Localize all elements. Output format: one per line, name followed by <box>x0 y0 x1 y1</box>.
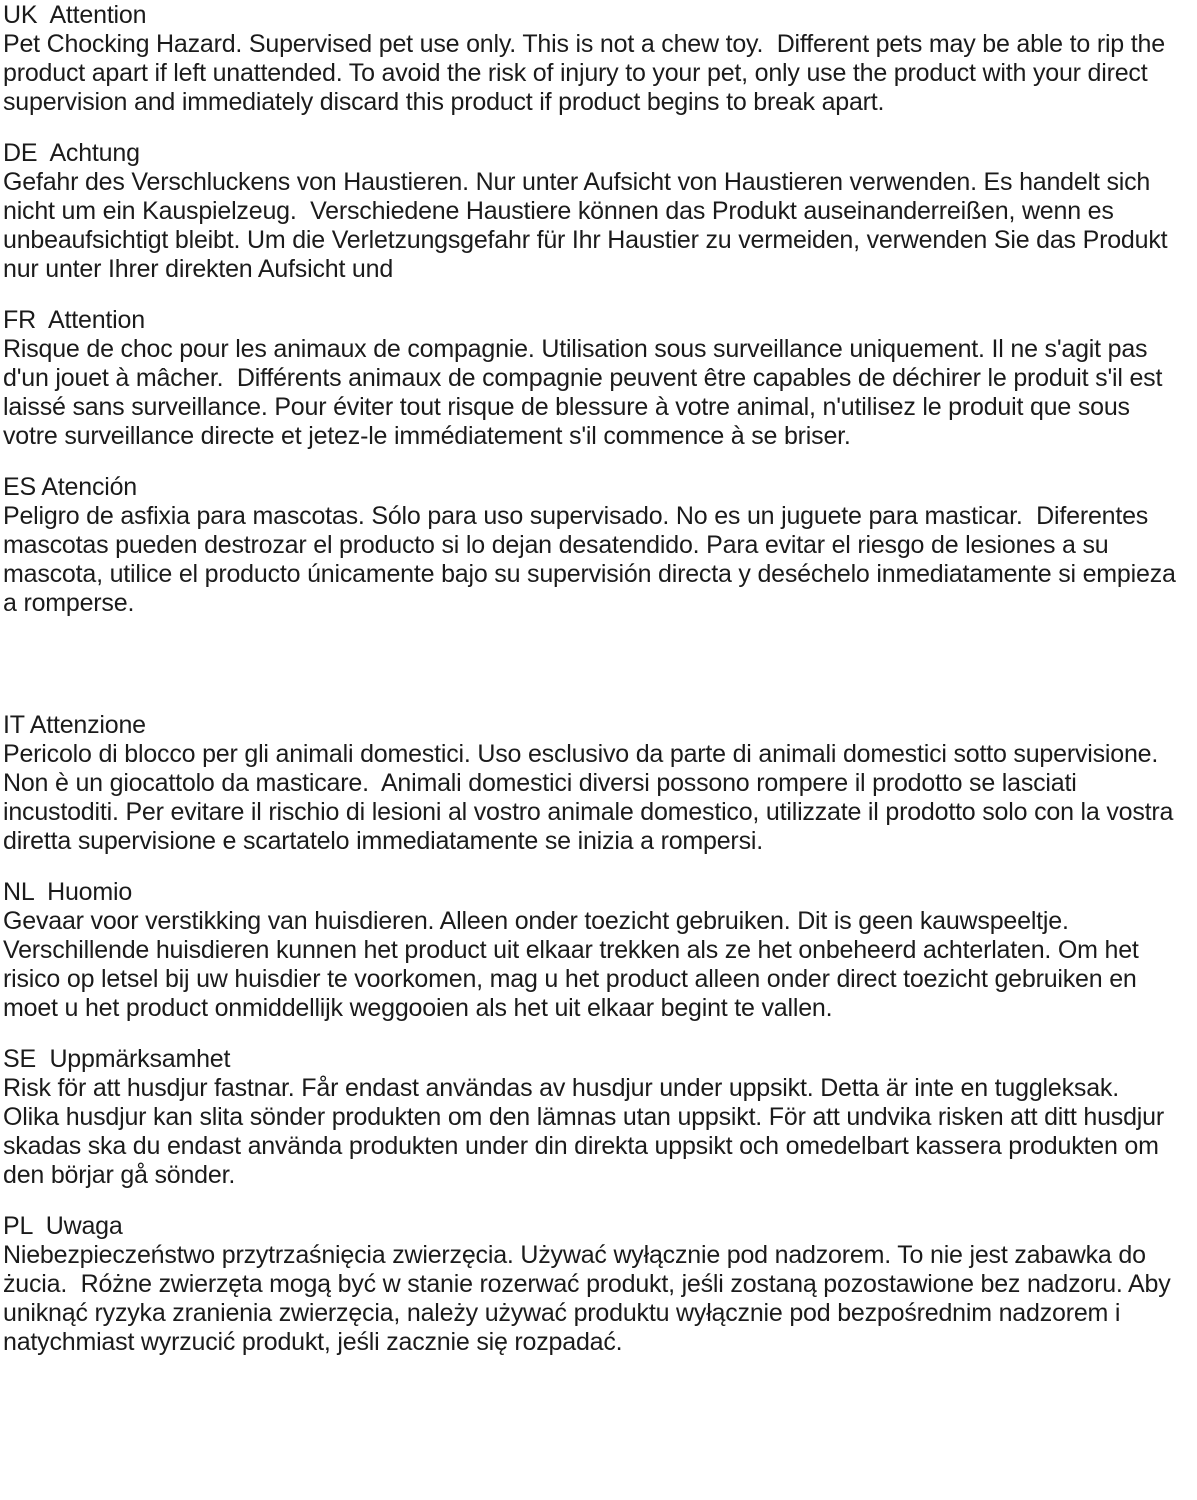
section-body-text: Risque de choc pour les animaux de compagnie. Utilisation sous surveillance uniquement. Il ne s'agit pas d'un jouet à mâcher. Différents animaux de compagnie peuvent être capables de déchirer le produit s'il est laissé sans surveillance. Pour éviter tout risque de blessure à votre animal, n'utilisez le produit que sous votre surveillance directe et jetez-le immédiatement s'il commence à se briser. <box>3 335 1169 450</box>
section-heading: UK Attention <box>3 1 147 29</box>
warning-section-fr <box>3 306 1185 451</box>
section-heading: IT Attenzione <box>3 711 146 739</box>
section-body-text: Pet Chocking Hazard. Supervised pet use only. This is not a chew toy. Different pets may be able to rip the product apart if left unattended. To avoid the risk of injury to your pet, only use the product with your direct supervision and immediately discard this product if product begins to break apart. <box>3 30 1172 116</box>
warning-section-uk <box>3 1 1185 117</box>
warning-section-it <box>3 711 1185 856</box>
section-body-text: Risk för att husdjur fastnar. Får endast användas av husdjur under uppsikt. Detta är inte en tuggleksak. Olika husdjur kan slita sönder produkten om den lämnas utan uppsikt. För att undvika risken att ditt husdjur skadas ska du endast använda produkten under din direkta uppsikt och omedelbart kassera produkten om den börjar gå sönder. <box>3 1074 1171 1189</box>
warning-section-nl <box>3 878 1185 1023</box>
section-heading: SE Uppmärksamhet <box>3 1045 231 1073</box>
section-body-text: Pericolo di blocco per gli animali domestici. Uso esclusivo da parte di animali domestici sotto supervisione. Non è un giocattolo da masticare. Animali domestici diversi possono rompere il prodotto se lasciati incustoditi. Per evitare il rischio di lesioni al vostro animale domestico, utilizzate il prodotto solo con la vostra diretta supervisione e scartatelo immediatamente se inizia a rompersi. <box>3 740 1180 855</box>
section-body-text: Niebezpieczeństwo przytrzaśnięcia zwierzęcia. Używać wyłącznie pod nadzorem. To nie jest zabawka do żucia. Różne zwierzęta mogą być w stanie rozerwać produkt, jeśli zostaną pozostawione bez nadzoru. Aby uniknąć ryzyka zranienia zwierzęcia, należy używać produktu wyłącznie pod bezpośrednim nadzorem i natychmiast wyrzucić produkt, jeśli zacznie się rozpadać. <box>3 1241 1178 1356</box>
warning-section-es <box>3 473 1185 618</box>
warning-section-pl <box>3 1212 1185 1357</box>
section-body-text: Gevaar voor verstikking van huisdieren. Alleen onder toezicht gebruiken. Dit is geen kauwspeeltje. Verschillende huisdieren kunnen het product uit elkaar trekken als ze het onbeheerd achterlaten. Om het risico op letsel bij uw huisdier te voorkomen, mag u het product alleen onder direct toezicht gebruiken en moet u het product onmiddellijk weggooien als het uit elkaar begint te vallen. <box>3 907 1146 1022</box>
section-heading: PL Uwaga <box>3 1212 123 1240</box>
section-heading: NL Huomio <box>3 878 133 906</box>
section-heading: DE Achtung <box>3 139 140 167</box>
warning-section-se <box>3 1045 1185 1190</box>
section-body-text: Gefahr des Verschluckens von Haustieren. Nur unter Aufsicht von Haustieren verwenden. Es handelt sich nicht um ein Kauspielzeug. Verschiedene Haustiere können das Produkt auseinanderreißen, wenn es unbeaufsichtigt bleibt. Um die Verletzungsgefahr für Ihr Haustier zu vermeiden, verwenden Sie das Produkt nur unter Ihrer direkten Aufsicht und <box>3 168 1175 283</box>
warning-section-de <box>3 139 1185 284</box>
section-heading: ES Atención <box>3 473 138 501</box>
section-body-text: Peligro de asfixia para mascotas. Sólo para uso supervisado. No es un juguete para masticar. Diferentes mascotas pueden destrozar el producto si lo dejan desatendido. Para evitar el riesgo de lesiones a su mascota, utilice el producto únicamente bajo su supervisión directa y deséchelo inmediatamente si empieza a romperse. <box>3 502 1183 617</box>
section-heading: FR Attention <box>3 306 145 334</box>
